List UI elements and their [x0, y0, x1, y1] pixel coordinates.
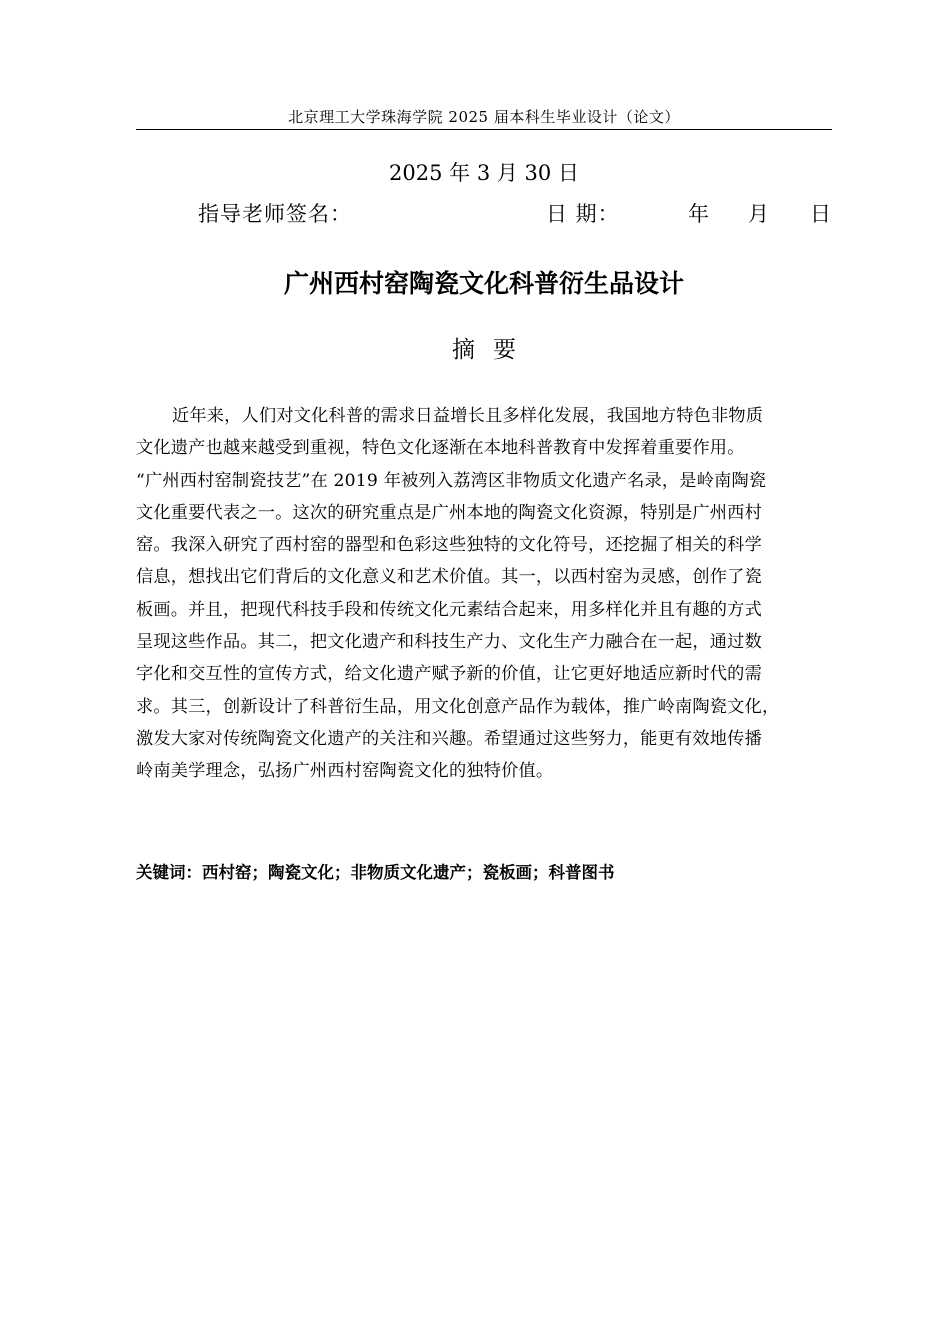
header-rule: [136, 129, 832, 130]
signature-year-blank: 年: [688, 202, 709, 226]
abstract-line: 信息，想找出它们背后的文化意义和艺术价值。其一，以西村窑为灵感，创作了瓷: [136, 567, 762, 588]
signature-date-label: 日 期：: [546, 202, 620, 226]
submission-date: 2025 年 3 月 30 日: [389, 161, 579, 185]
abstract-line: 字化和交互性的宣传方式，给文化遗产赋予新的价值，让它更好地适应新时代的需: [136, 664, 762, 685]
abstract-line: 文化遗产也越来越受到重视，特色文化逐渐在本地科普教育中发挥着重要作用。: [136, 438, 745, 459]
abstract-line: 呈现这些作品。其二，把文化遗产和科技生产力、文化生产力融合在一起，通过数: [136, 632, 762, 653]
abstract-line: 板画。并且，把现代科技手段和传统文化元素结合起来，用多样化并且有趣的方式: [136, 599, 762, 620]
abstract-line: 窑。我深入研究了西村窑的器型和色彩这些独特的文化符号，还挖掘了相关的科学: [136, 535, 762, 556]
advisor-signature-label: 指导老师签名：: [198, 202, 352, 226]
abstract-line: 求。其三，创新设计了科普衍生品，用文化创意产品作为载体，推广岭南陶瓷文化，: [136, 696, 780, 717]
thesis-title: 广州西村窑陶瓷文化科普衍生品设计: [283, 269, 684, 298]
abstract-line: 近年来，人们对文化科普的需求日益增长且多样化发展，我国地方特色非物质: [172, 406, 764, 426]
running-header: 北京理工大学珠海学院 2025 届本科生毕业设计（论文）: [288, 108, 680, 126]
abstract-body: [136, 400, 842, 788]
abstract-heading: 摘要: [452, 337, 534, 363]
abstract-line: 激发大家对传统陶瓷文化遗产的关注和兴趣。希望通过这些努力，能更有效地传播: [136, 728, 762, 749]
signature-month-blank: 月: [748, 202, 769, 226]
advisor-signature-row: [136, 199, 832, 229]
signature-day-blank: 日: [810, 202, 831, 226]
abstract-line: 岭南美学理念，弘扬广州西村窑陶瓷文化的独特价值。: [136, 761, 554, 782]
abstract-line: “广州西村窑制瓷技艺”在 2019 年被列入荔湾区非物质文化遗产名录，是岭南陶瓷: [136, 470, 767, 491]
abstract-line: 文化重要代表之一。这次的研究重点是广州本地的陶瓷文化资源，特别是广州西村: [136, 502, 762, 523]
keywords-line: 关键词：西村窑；陶瓷文化；非物质文化遗产；瓷板画；科普图书: [136, 863, 615, 882]
